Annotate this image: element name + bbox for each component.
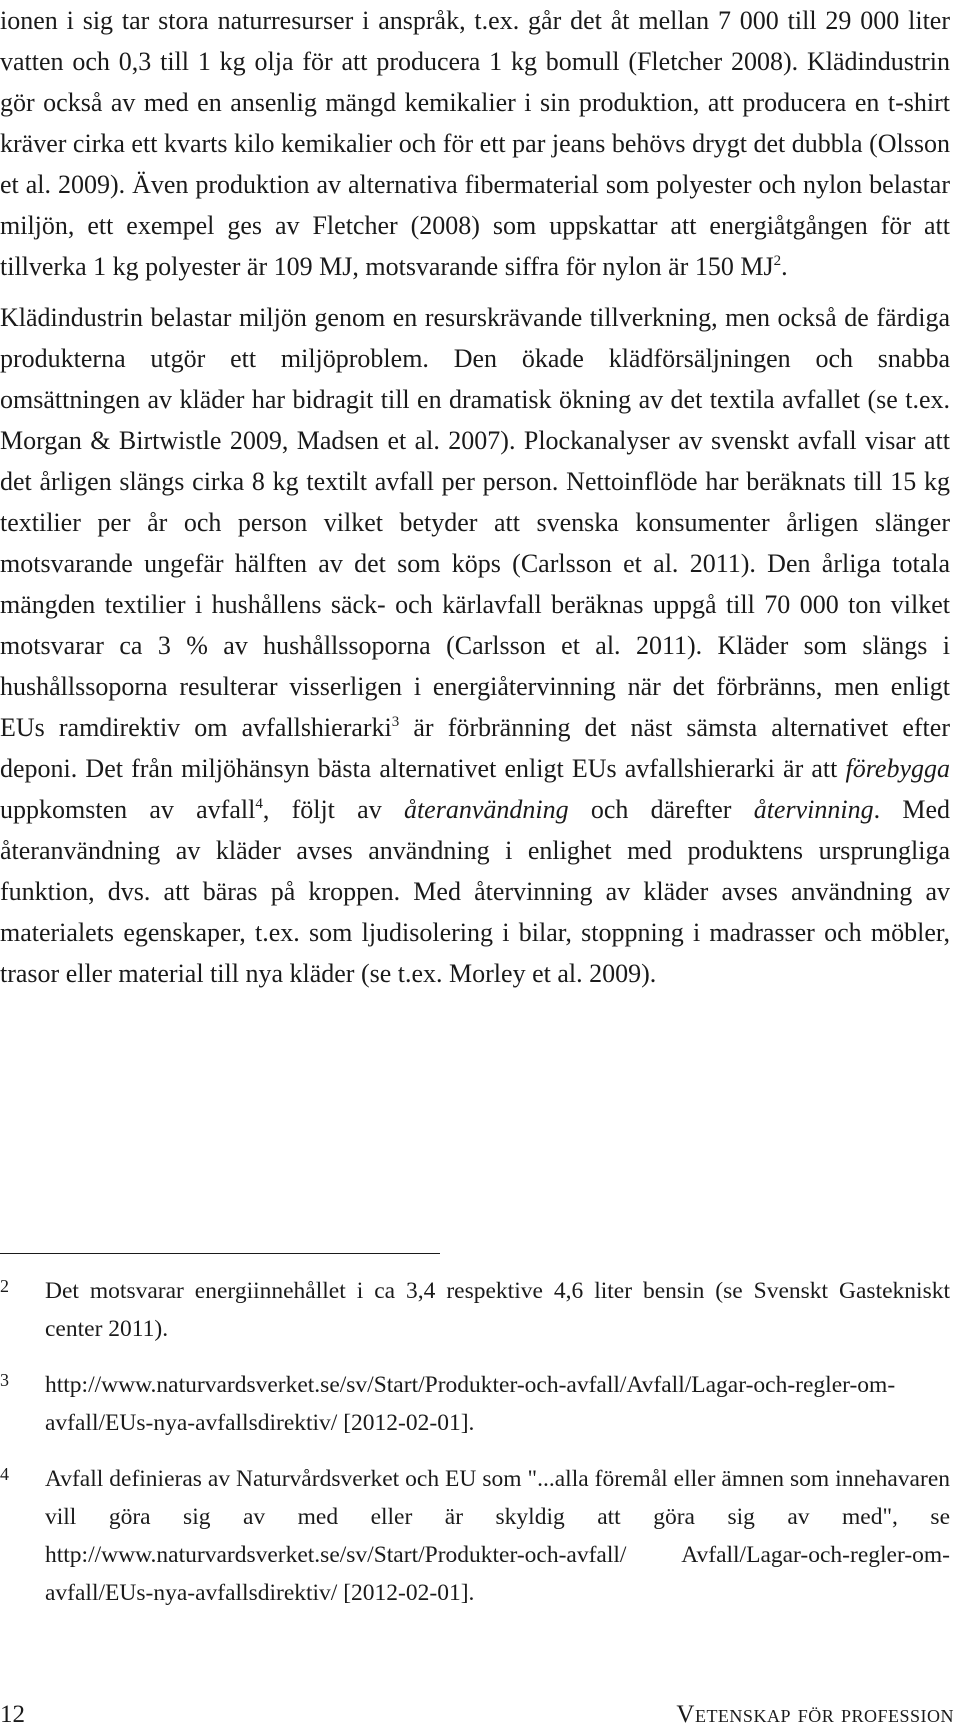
footnote-ref-2: 2 <box>773 253 782 269</box>
page-number: 12 <box>0 1701 25 1728</box>
paragraph-text: och därefter <box>568 795 754 824</box>
footnote-number: 3 <box>0 1370 9 1390</box>
footnote <box>0 1272 950 1348</box>
paragraph-text: , följt av <box>262 795 404 824</box>
paragraph-text: ionen i sig tar stora naturresurser i anspråk, t.ex. går det åt mellan 7 000 till 29 000 liter vatten och 0,3 till 1 kg olja för att producera 1 kg bomull (Fletcher 2008). Klädindustrin gör också av med en ansenlig mängd kemikalier i sin produktion, att producera en t-shirt kräver cirka ett kvarts kilo kemikalier och för ett par jeans behövs drygt det dubbla (Olsson et al. 2009). Även produktion av alternativa fibermaterial som polyester och nylon belastar miljön, ett exempel ges av Fletcher (2008) som uppskattar att energiåtgången för att tillverka 1 kg polyester är 109 MJ, motsvarande siffra för nylon är 150 MJ <box>0 6 950 281</box>
footnote-text: Avfall definieras av Naturvårdsverket och EU som "...alla föremål eller ämnen som innehavaren vill göra sig av med eller är skyldig att göra sig av med", se http://www.naturvardsverket.se/sv/Start/Produkter-och-avfall/ Avfall/Lagar-och-regler-om-avfall/EUs-nya-avfallsdirektiv/ [2012-02-01]. <box>45 1466 950 1606</box>
paragraph-text: . Med återanvändning av kläder avses användning i enlighet med produktens ursprungliga funktion, dvs. att bäras på kroppen. Med återvinning av kläder avses användning av materialets egenskaper, t.ex. som ljudisolering i bilar, stoppning i madrasser och möbler, trasor eller material till nya kläder (se t.ex. Morley et al. 2009). <box>0 795 950 988</box>
paragraph-text: uppkomsten av avfall <box>0 795 256 824</box>
paragraph-text: . <box>781 252 788 281</box>
footnote-number: 2 <box>0 1276 9 1296</box>
running-head: Vetenskap för profession <box>676 1701 954 1728</box>
paragraph-2 <box>0 297 950 994</box>
footnote-text: http://www.naturvardsverket.se/sv/Start/Produkter-och-avfall/Avfall/Lagar-och-regler-om-avfall/EUs-nya-avfallsdirektiv/ [2012-02-01]. <box>45 1372 896 1436</box>
paragraph-text: Klädindustrin belastar miljön genom en resurskrävande tillverkning, men också de färdiga produkterna utgör ett miljöproblem. Den ökade klädförsäljningen och snabba omsättningen av kläder har bidragit till en dramatisk ökning av det textila avfallet (se t.ex. Morgan & Birtwistle 2009, Madsen et al. 2007). Plockanalyser av svenskt avfall visar att det årligen slängs cirka 8 kg textilt avfall per person. Nettoinflöde har beräknats till 15 kg textilier per år och person vilket betyder att svenska konsumenter årligen slänger motsvarande ungefär hälften av det som köps (Carlsson et al. 2011). Den årliga totala mängden textilier i hushållens säck- och kärlavfall beräknas uppgå till 70 000 ton vilket motsvarar ca 3 % av hushållssoporna (Carlsson et al. 2011). Kläder som slängs i hushållssoporna resulterar visserligen i energiåtervinning när det förbränns, men enligt EUs ramdirektiv om avfallshierarki <box>0 303 950 742</box>
footnote-number: 4 <box>0 1464 9 1484</box>
emphasis-term: återvinning <box>753 795 874 824</box>
footnotes <box>0 1272 950 1630</box>
paragraph-1 <box>0 0 950 287</box>
footnote <box>0 1366 950 1442</box>
footnote-separator <box>0 1253 440 1254</box>
footnote-text: Det motsvarar energiinnehållet i ca 3,4 respektive 4,6 liter bensin (se Svenskt Gastekniskt center 2011). <box>45 1278 950 1342</box>
emphasis-term: återanvändning <box>403 795 569 824</box>
emphasis-term: förebygga <box>845 754 950 783</box>
footnote-ref-4: 4 <box>255 796 263 812</box>
footnote <box>0 1460 950 1612</box>
footnote-ref-3: 3 <box>391 714 400 730</box>
paragraph-text: är förbränning det näst sämsta alternativet efter deponi. Det från miljöhänsyn bästa alternativet enligt EUs avfallshierarki är att <box>0 713 950 783</box>
